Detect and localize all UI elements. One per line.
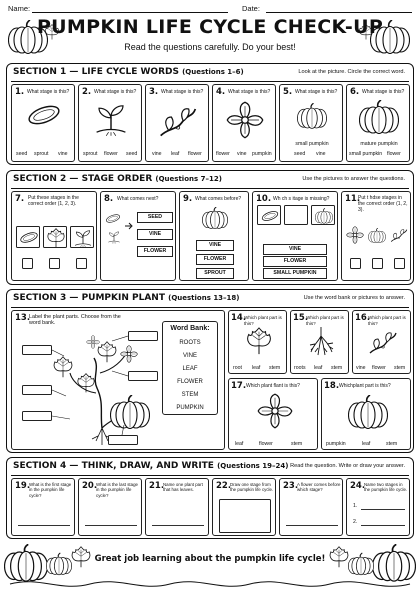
pumpkin-icon <box>202 207 228 229</box>
flower-icon <box>257 393 293 429</box>
option-seed[interactable]: seed <box>16 151 28 157</box>
vine-icon <box>390 226 408 244</box>
option-flower[interactable]: FLOWER <box>137 246 173 257</box>
date-line[interactable] <box>266 12 412 13</box>
option-vine[interactable]: vine <box>316 151 326 157</box>
word-leaf: LEAF <box>182 366 198 372</box>
seed-icon <box>105 214 121 223</box>
section-heading: SECTION 3 — PUMPKIN PLANT (Questions 13–18) <box>13 293 240 303</box>
section-instruction: Look at the picture. Circle the correct word. <box>298 69 405 75</box>
option-stem[interactable]: stem <box>394 365 406 371</box>
option-leaf[interactable]: leaf <box>171 151 180 157</box>
question-1: 1. What stage is this? seed sprout vine <box>11 84 75 162</box>
option-flower[interactable]: FLOWER <box>196 254 234 265</box>
pumpkin-icon <box>359 100 399 134</box>
option-flower[interactable]: flower <box>372 365 386 371</box>
option-stem[interactable]: stem <box>331 365 343 371</box>
option-pumpkin[interactable]: pumpkin <box>252 151 272 157</box>
seed-icon <box>260 211 280 221</box>
option-seed[interactable]: SEED <box>137 212 173 223</box>
option-pumpkin[interactable]: pumpkin <box>326 441 346 447</box>
answer-box[interactable] <box>49 258 60 269</box>
word-vine: VINE <box>182 353 197 359</box>
question-3: 3. What stage is this? vine leaf flower <box>145 84 209 162</box>
option-flower[interactable]: FLOWER <box>263 256 327 267</box>
option-small-pumpkin[interactable]: small pumpkin <box>349 151 383 157</box>
option-roots[interactable]: roots <box>294 365 306 371</box>
pumpkin-icon <box>368 228 386 243</box>
option-mature-pumpkin[interactable]: mature pumpkin <box>360 141 398 147</box>
section-instruction: Read the question. Write or draw your answer. <box>290 463 405 469</box>
vine-icon <box>368 327 398 357</box>
sprout-icon <box>107 230 121 244</box>
leaf-icon <box>245 327 273 355</box>
question-20: 20. What is the last stage in the pumpkin life cycle? <box>78 478 142 536</box>
answer-line[interactable] <box>286 525 338 526</box>
sprout-icon <box>93 101 129 137</box>
option-stem[interactable]: stem <box>269 365 281 371</box>
option-vine[interactable]: VINE <box>137 229 173 240</box>
question-10: 10. Wh ch s itage is missing? VINE FLOWER SMALL PUMPKIN <box>252 191 338 281</box>
option-vine[interactable]: VINE <box>263 244 327 255</box>
seed-icon <box>19 232 39 243</box>
question-16: 16. Which plant part is this? vine flower stem <box>352 310 411 374</box>
footer-message: Great job learning about the pumpkin life cycle! <box>94 554 326 564</box>
question-9: 9. What comes before? VINE FLOWER SPROUT <box>179 191 249 281</box>
option-stem[interactable]: stem <box>386 441 398 447</box>
word-bank: Word Bank: ROOTS VINE LEAF FLOWER STEM PUMPKIN <box>162 321 218 415</box>
option-flower[interactable]: flower <box>259 441 273 447</box>
question-6: 6. What stage is this? mature pumpkin small pumpkin flower <box>346 84 410 162</box>
drawing-box[interactable] <box>219 499 271 533</box>
name-date-line <box>8 4 412 16</box>
option-vine[interactable]: vine <box>58 151 68 157</box>
vine-border <box>0 576 420 592</box>
page-subtitle: Read the questions carefully. Do your best! <box>124 42 296 52</box>
answer-line[interactable] <box>152 525 204 526</box>
question-8: 8. What comes next? SEED VINE FLOWER <box>100 191 176 281</box>
answer-line[interactable] <box>85 525 137 526</box>
seed-icon <box>26 105 62 125</box>
leaf-icon <box>46 228 66 248</box>
option-sprout[interactable]: sprout <box>83 151 98 157</box>
option-leaf[interactable]: leaf <box>252 365 261 371</box>
option-stem[interactable]: stem <box>291 441 303 447</box>
option-flower[interactable]: flower <box>104 151 118 157</box>
section-heading: SECTION 1 — LIFE CYCLE WORDS (Questions 1–6) <box>13 67 244 77</box>
option-small-pumpkin[interactable]: small pumpkin <box>295 141 329 147</box>
option-root[interactable]: root <box>233 365 242 371</box>
question-11: 11. Put t hdse stages in the correct order (1, 2, 3). <box>341 191 411 281</box>
question-14: 14. Which plant part is this? root leaf stem <box>228 310 287 374</box>
date-label: Date: <box>242 4 260 13</box>
option-flower[interactable]: flower <box>387 151 401 157</box>
question-5: 5. What stage is this? small pumpkin seed vine <box>279 84 343 162</box>
option-flower[interactable]: flower <box>188 151 202 157</box>
flower-icon <box>226 101 264 139</box>
page-title: PUMPKIN LIFE CYCLE CHECK-UP <box>36 16 384 38</box>
option-small-pumpkin[interactable]: SMALL PUMPKIN <box>263 268 327 279</box>
name-line[interactable] <box>32 12 228 13</box>
section-instruction: Use the pictures to answer the questions. <box>302 176 405 182</box>
question-13: 13. Label the plant parts. Choose from the word bank. Word Bank: ROOTS VINE LEAF FLOWER STEM PUMPKIN <box>11 310 225 450</box>
option-flower[interactable]: flower <box>216 151 230 157</box>
question-4: 4. What stage is this? flower vine pumpkin <box>212 84 276 162</box>
question-18: 18. Whichplant part is this? pumpkin leaf stem <box>321 378 411 450</box>
option-vine[interactable]: VINE <box>196 240 234 251</box>
pumpkin-icon <box>297 103 327 129</box>
option-sprout[interactable]: SPROUT <box>196 268 234 279</box>
answer-box[interactable] <box>76 258 87 269</box>
word-pumpkin: PUMPKIN <box>176 405 204 411</box>
section-3 <box>6 289 414 453</box>
flower-icon <box>346 226 364 244</box>
word-stem: STEM <box>181 392 199 398</box>
question-21: 21. Name one plant part that has leaves. <box>145 478 209 536</box>
answer-line[interactable] <box>18 525 70 526</box>
option-vine[interactable]: vine <box>356 365 366 371</box>
section-2 <box>6 170 414 285</box>
pumpkin-icon <box>315 208 333 224</box>
question-15: 15. Which plant part is this? roots leaf stem <box>290 310 349 374</box>
section-heading: SECTION 2 — STAGE ORDER (Questions 7–12) <box>13 174 222 184</box>
question-19: 19. What is the first stage in the pumpkin life cycle? <box>11 478 75 536</box>
option-leaf[interactable]: leaf <box>314 365 323 371</box>
question-7: 7. Put these stages in the correct order (1, 2, 3). <box>11 191 97 281</box>
answer-box[interactable] <box>394 258 405 269</box>
option-vine[interactable]: vine <box>152 151 162 157</box>
arrow-icon <box>125 222 133 230</box>
question-17: 17. Which plant flant is this? leaf flower stem <box>228 378 318 450</box>
question-24: 24. Name two stages in the pumpkin life cycle. 1. 2. <box>346 478 410 536</box>
question-2: 2. What stage is this? sprout flower seed <box>78 84 142 162</box>
section-4 <box>6 457 414 539</box>
section-1 <box>6 63 414 165</box>
answer-box[interactable] <box>372 258 383 269</box>
answer-box[interactable] <box>350 258 361 269</box>
word-roots: ROOTS <box>179 340 201 346</box>
option-seed[interactable]: seed <box>126 151 138 157</box>
roots-icon <box>306 325 336 357</box>
word-flower: FLOWER <box>177 379 203 385</box>
vine-icon <box>158 101 198 141</box>
missing-stage-box[interactable] <box>284 205 308 225</box>
section-instruction: Use the word bank or pictures to answer. <box>303 295 405 301</box>
option-leaf[interactable]: leaf <box>362 441 371 447</box>
answer-line[interactable] <box>361 509 405 510</box>
sprout-icon <box>73 228 93 248</box>
option-seed[interactable]: seed <box>294 151 306 157</box>
option-sprout[interactable]: sprout <box>34 151 49 157</box>
question-22: 22. Draw one stage from the pumpkin life cycle. <box>212 478 276 536</box>
section-heading: SECTION 4 — THINK, DRAW, AND WRITE (Questions 19–24) <box>13 461 289 471</box>
answer-box[interactable] <box>22 258 33 269</box>
option-vine[interactable]: vine <box>237 151 247 157</box>
answer-line[interactable] <box>361 525 405 526</box>
pumpkin-icon <box>348 395 388 429</box>
name-label: Name: <box>8 4 31 13</box>
option-leaf[interactable]: leaf <box>235 441 244 447</box>
question-23: 23. A flower comes before which stage? <box>279 478 343 536</box>
